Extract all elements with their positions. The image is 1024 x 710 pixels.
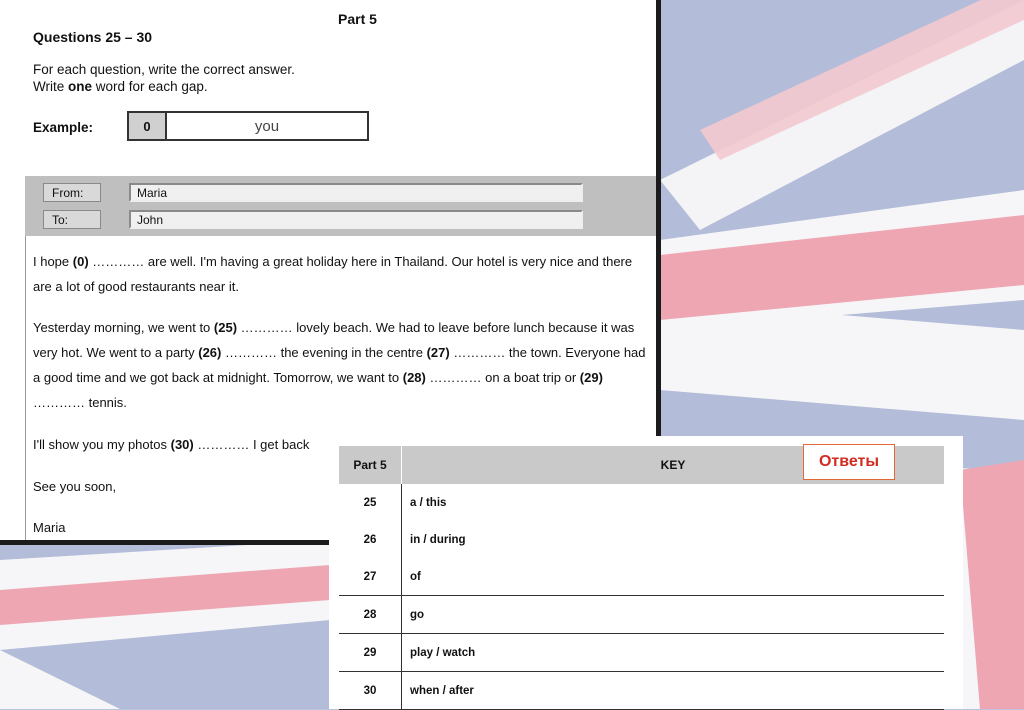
key-number: 29 [339,634,402,672]
paragraph-3: I'll show you my photos (30) ………… I get back [33,437,310,452]
key-number: 25 [339,484,402,521]
key-answer: a / this [410,496,447,509]
key-number: 27 [339,558,402,596]
paragraph-1: I hope (0) ………… are well. I'm having a great holiday here in Thailand. Our hotel is very nice and there are a lot of good restaurants near it. [33,254,633,294]
table-row [339,634,944,672]
answer-key-table [339,446,944,710]
instruction-line-1: For each question, write the correct answer. [33,62,295,77]
signature: Maria [33,520,66,535]
example-box [127,111,369,141]
to-field: John [129,210,583,229]
signoff: See you soon, [33,479,117,494]
key-header-part: Part 5 [339,446,402,484]
key-header-key: KEY [402,446,945,484]
key-answer: go [402,596,945,634]
key-number: 30 [339,672,402,710]
instruction-line-2: Write one word for each gap. [33,79,208,94]
key-answer: of [410,570,421,583]
part-title: Part 5 [338,11,377,27]
from-field: Maria [129,183,583,202]
to-label: To: [43,210,101,229]
key-answer: in / during [410,533,466,546]
table-row [339,484,944,521]
questions-heading: Questions 25 – 30 [33,29,153,45]
example-number: 0 [129,113,167,139]
key-number: 28 [339,596,402,634]
key-number: 26 [339,521,402,558]
answers-badge: Ответы [803,444,895,480]
table-row [339,672,944,710]
answer-key-panel [329,436,963,709]
table-row [339,596,944,634]
email-header [25,176,656,236]
key-answer: when / after [402,672,945,710]
from-label: From: [43,183,101,202]
key-answer: play / watch [402,634,945,672]
paragraph-2: Yesterday morning, we went to (25) ………… lovely beach. We had to leave before lunch because it was very hot. We went to a party (26) ………… the evening in the centre (27) ………… the town. Everyone had a good time and we got back at midnight. Tomorrow, we want to (28) ………… on a boat trip or (29) ………… tennis. [33,320,646,410]
example-label: Example: [33,120,94,135]
table-row [339,558,944,596]
table-row [339,521,944,558]
example-answer: you [254,117,280,135]
